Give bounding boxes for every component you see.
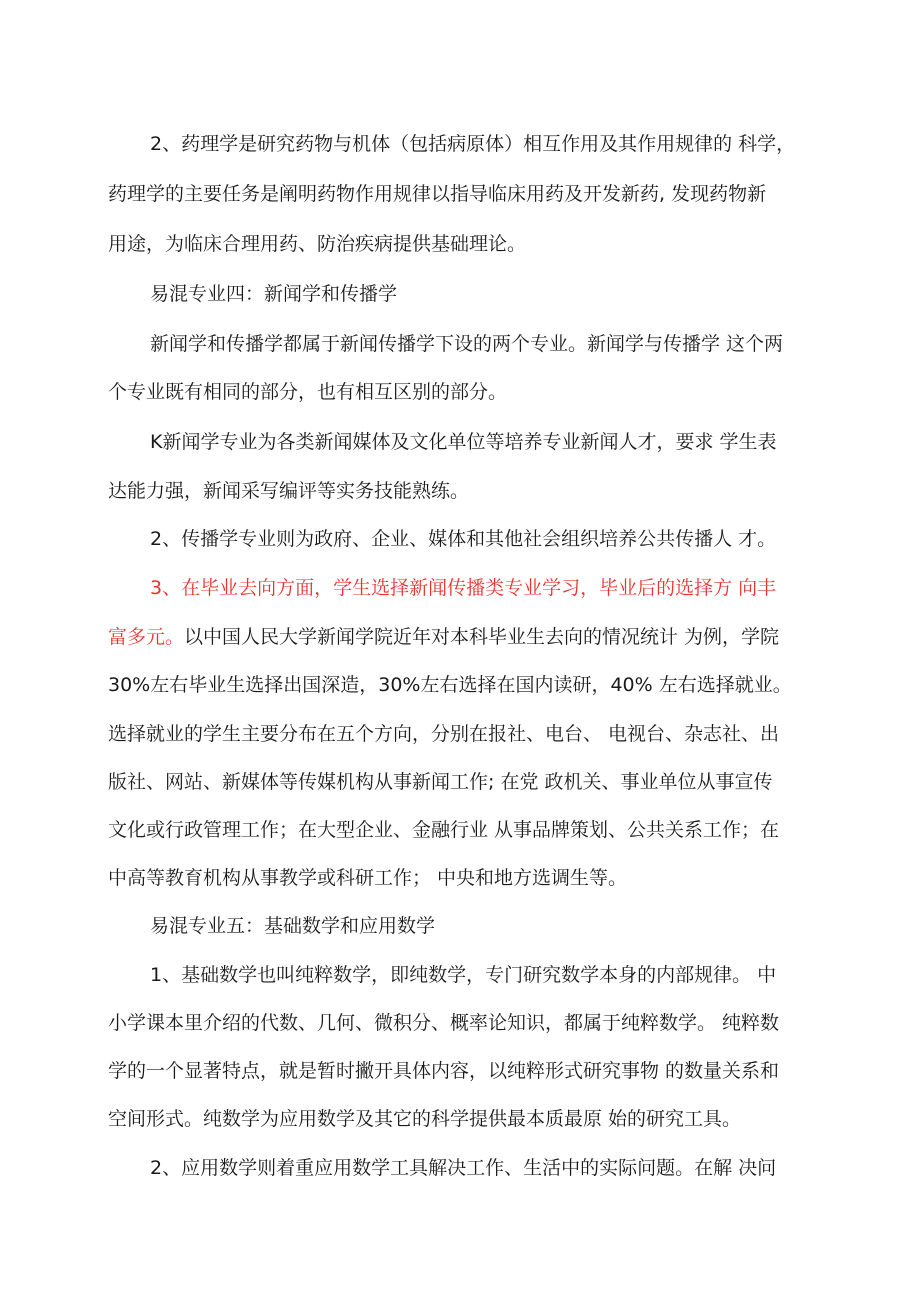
section-heading: 易混专业五：基础数学和应用数学	[150, 915, 436, 937]
paragraph-line: 个专业既有相同的部分，也有相互区别的部分。	[108, 381, 508, 403]
paragraph-line: 达能力强，新闻采写编评等实务技能熟练。	[108, 480, 470, 502]
paragraph-text: 以中国人民大学新闻学院近年对本科毕业生去向的情况统计 为例，学院	[184, 626, 780, 648]
paragraph-line: K新闻学专业为各类新闻媒体及文化单位等培养专业新闻人才，要求 学生表	[150, 431, 777, 453]
section-heading: 易混专业四：新闻学和传播学	[150, 283, 398, 305]
paragraph-line: 空间形式。纯数学为应用数学及其它的科学提供最本质最原 始的研究工具。	[108, 1108, 742, 1130]
highlighted-text: 富多元。	[108, 626, 185, 648]
paragraph-line: 中高等教育机构从事教学或科研工作； 中央和地方选调生等。	[108, 867, 628, 889]
paragraph-line: 小学课本里介绍的代数、几何、微积分、概率论知识，都属于纯粹数学。 纯粹数	[108, 1012, 780, 1034]
paragraph-line: 2、传播学专业则为政府、企业、媒体和其他社会组织培养公共传播人 才。	[150, 528, 777, 550]
paragraph-line: 学的一个显著特点，就是暂时撇开具体内容，以纯粹形式研究事物 的数量关系和	[108, 1060, 780, 1082]
paragraph-line: 版社、网站、新媒体等传媒机构从事新闻工作; 在党 政机关、事业单位从事宣传	[108, 771, 773, 793]
highlighted-line: 3、在毕业去向方面，学生选择新闻传播类专业学习，毕业后的选择方 向丰	[150, 577, 777, 599]
paragraph-line: 选择就业的学生主要分布在五个方向，分别在报社、电台、 电视台、杂志社、出	[108, 723, 780, 745]
paragraph-line: 用途，为临床合理用药、防治疾病提供基础理论。	[108, 233, 527, 255]
paragraph-line: 1、基础数学也叫纯粹数学，即纯数学，专门研究数学本身的内部规律。 中	[150, 964, 777, 986]
paragraph-line: 2、应用数学则着重应用数学工具解决工作、生活中的实际问题。在解 决问	[150, 1157, 777, 1179]
paragraph-line: 药理学的主要任务是阐明药物作用规律以指导临床用药及开发新药, 发现药物新	[108, 183, 767, 205]
paragraph-line: 30%左右毕业生选择出国深造，30%左右选择在国内读研，40% 左右选择就业。	[108, 674, 792, 696]
paragraph-line: 2、药理学是研究药物与机体（包括病原体）相互作用及其作用规律的 科学，	[150, 133, 796, 155]
mixed-line	[108, 625, 779, 649]
paragraph-line: 文化或行政管理工作；在大型企业、金融行业 从事品牌策划、公共关系工作；在	[108, 819, 780, 841]
paragraph-line: 新闻学和传播学都属于新闻传播学下设的两个专业。新闻学与传播学 这个两	[150, 333, 784, 355]
